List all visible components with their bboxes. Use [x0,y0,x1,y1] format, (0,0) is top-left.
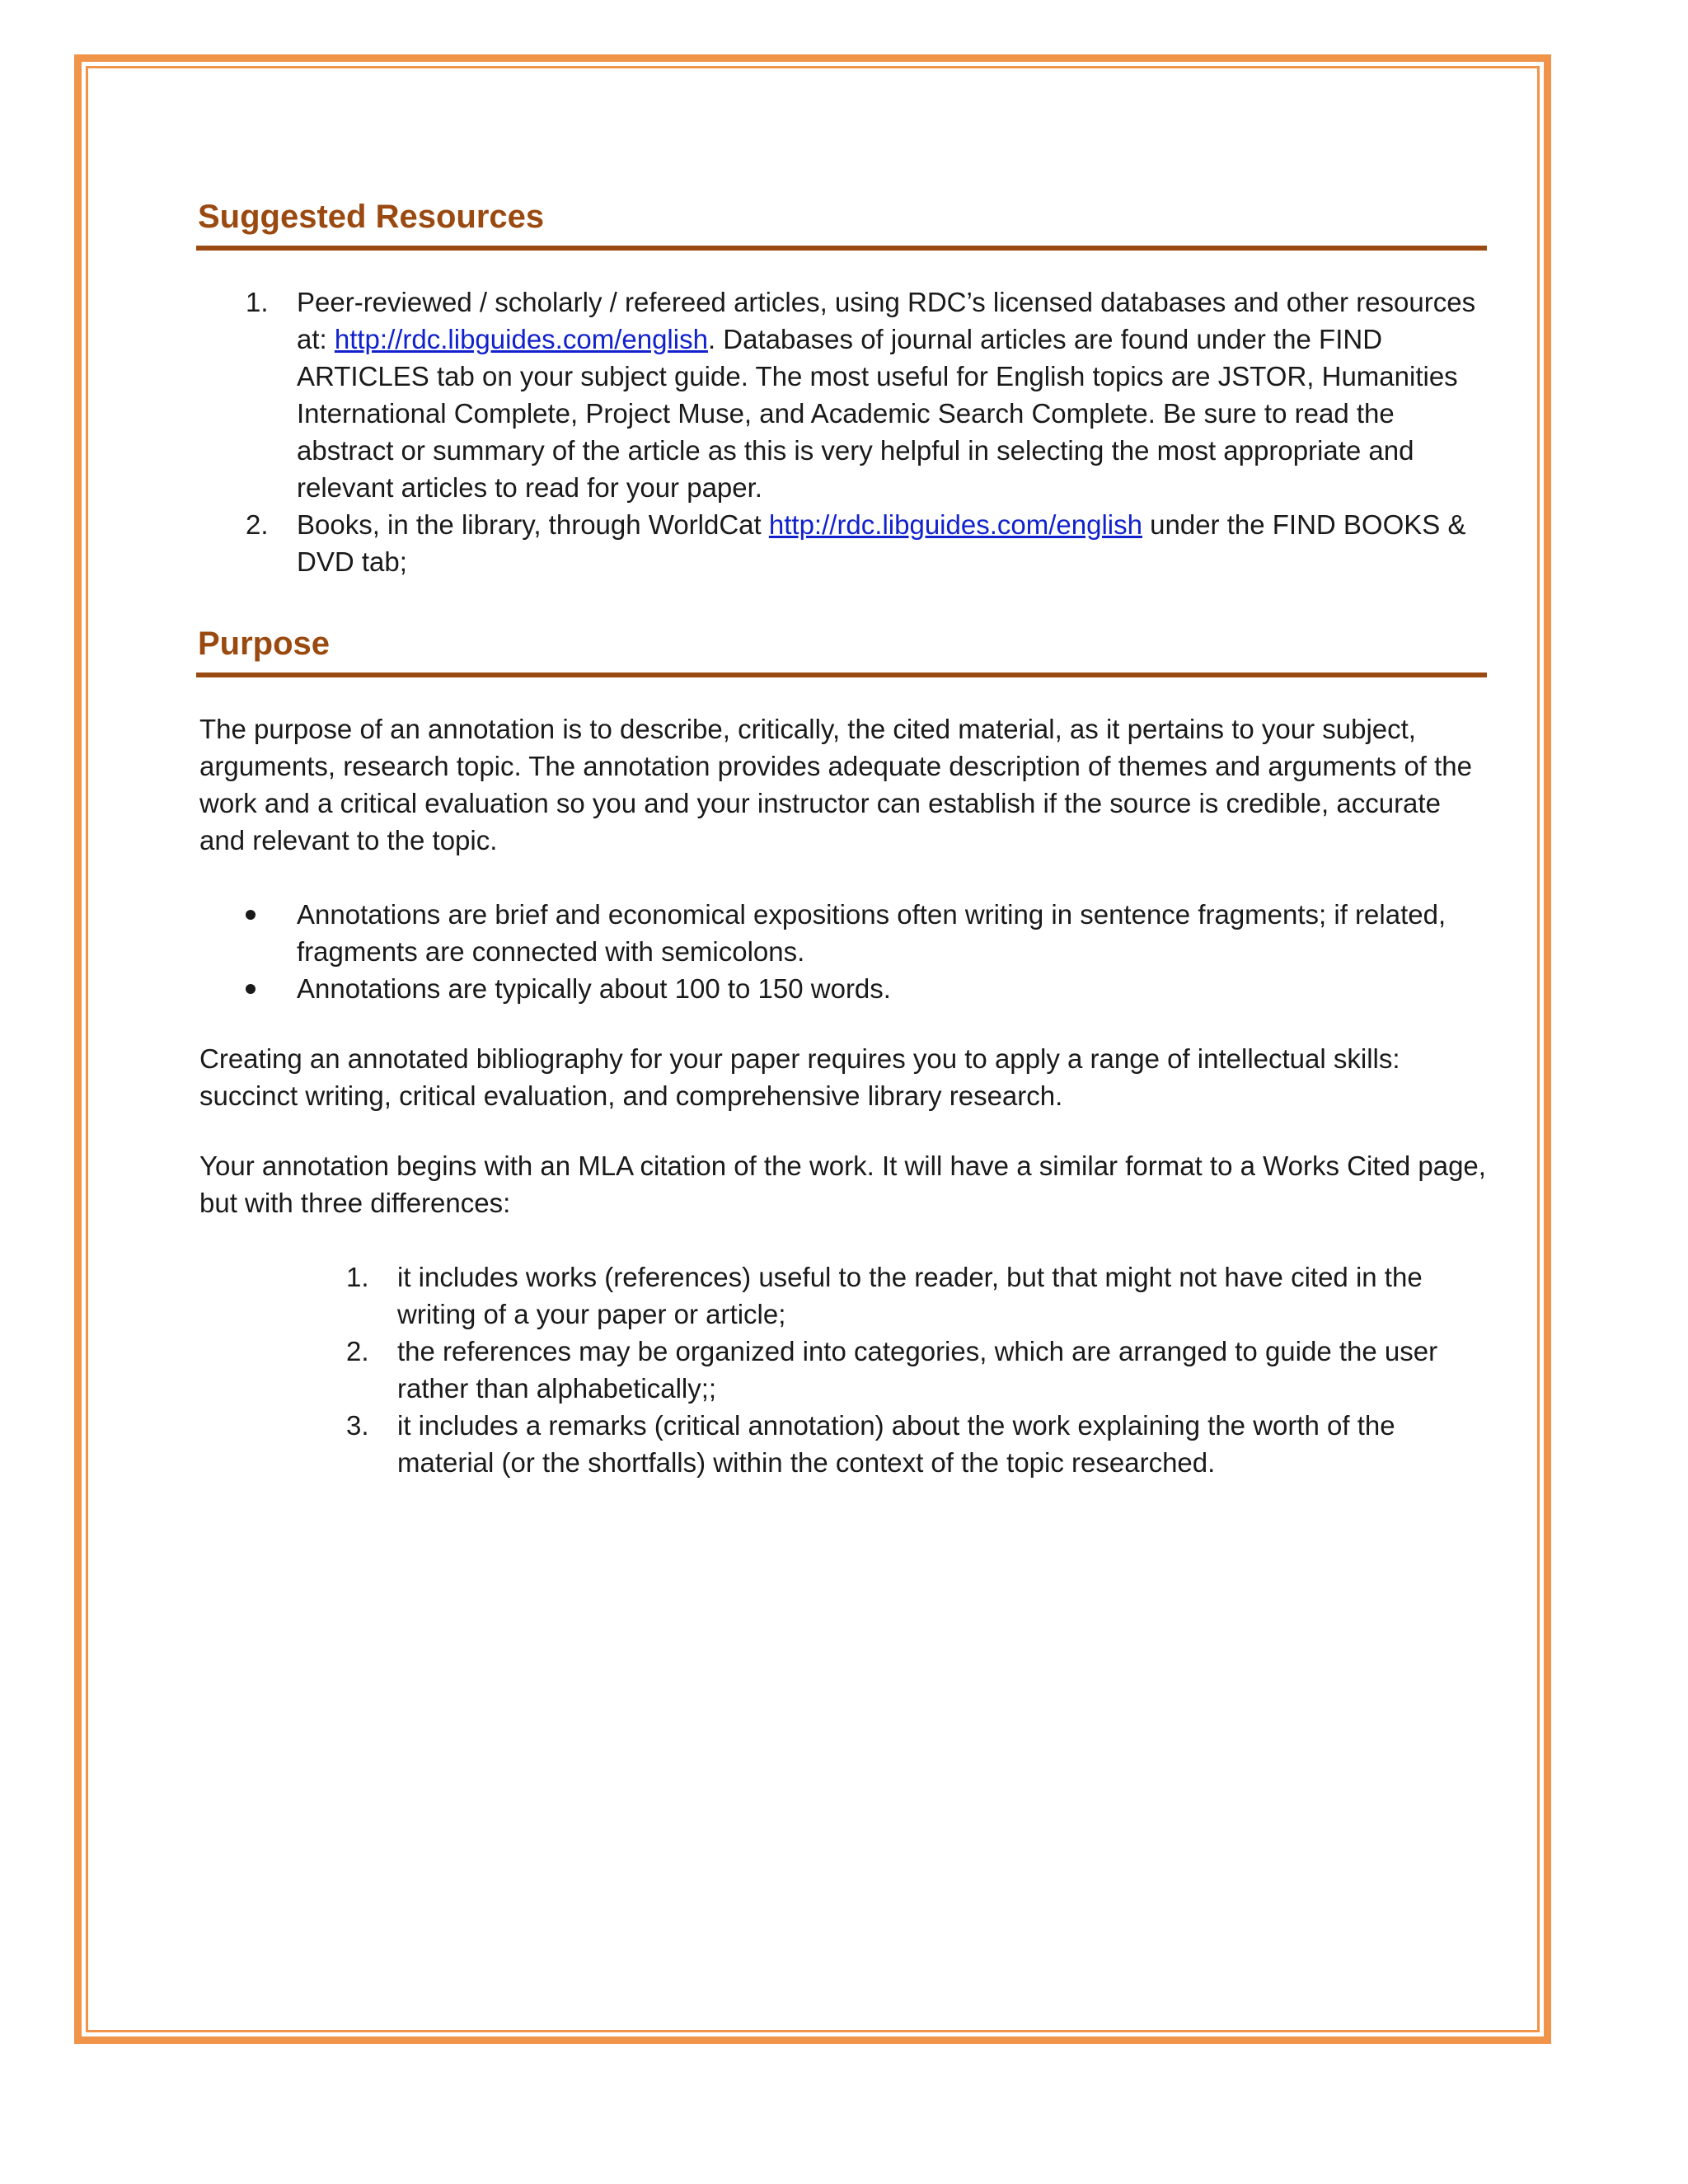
differences-list [196,1258,1487,1481]
list-item [196,970,1487,1007]
purpose-heading: Purpose [196,625,1487,677]
list-item-number: 1. [246,287,269,317]
list-item-text: Annotations are brief and economical expositions often writing in sentence fragments; if related, fragments are connected with semicolons. [297,899,1447,967]
list-item-text: it includes works (references) useful to the reader, but that might not have cited in the writing of a your paper or article; [397,1262,1423,1329]
list-item [196,1407,1487,1481]
list-item-text: Annotations are typically about 100 to 150 words. [297,973,891,1004]
suggested-resources-heading: Suggested Resources [196,198,1487,251]
purpose-section [196,625,1487,1481]
resources-list [196,284,1487,580]
libguides-link[interactable]: http://rdc.libguides.com/english [334,324,708,354]
libguides-link[interactable]: http://rdc.libguides.com/english [768,509,1142,540]
list-item [196,284,1487,506]
list-item [196,506,1487,580]
list-item-number: 1. [346,1262,369,1292]
list-item [196,1258,1487,1333]
list-item-number: 3. [346,1410,369,1441]
list-item-number: 2. [346,1336,369,1366]
bullet-icon [246,984,256,994]
suggested-resources-section [196,198,1487,580]
list-item-text: Peer-reviewed / scholarly / refereed articles, using RDC’s licensed databases and other resources at: [297,287,1476,354]
list-item-text: the references may be organized into categories, which are arranged to guide the user rather than alphabetically;; [397,1336,1438,1404]
purpose-intro-paragraph: The purpose of an annotation is to describe, critically, the cited material, as it pertains to your subject, arguments, research topic. The annotation provides adequate description of themes and arguments of the work and a critical evaluation so you and your instructor can establish if the source is credible, accurate and relevant to the topic. [199,714,1473,855]
bullet-icon [246,910,256,920]
skills-paragraph: Creating an annotated bibliography for your paper requires you to apply a range of intellectual skills: succinct writing, critical evaluation, and comprehensive library research. [199,1043,1400,1111]
list-item [196,1333,1487,1407]
annotation-bullets [196,896,1487,1007]
list-item-number: 2. [246,509,269,540]
list-item-text: . Databases of journal articles are found under the FIND ARTICLES tab on your subject guide. The most useful for English topics are JSTOR, Humanities International Complete, Project Muse, and Academic Search Complete. Be sure to read the abstract or summary of the article as this is very helpful in selecting the most appropriate and relevant articles to read for your paper. [297,324,1458,503]
list-item [196,896,1487,970]
list-item-text: it includes a remarks (critical annotation) about the work explaining the worth of the material (or the shortfalls) within the context of the topic researched. [397,1410,1395,1478]
citation-paragraph: Your annotation begins with an MLA citation of the work. It will have a similar format to a Works Cited page, but with three differences: [199,1151,1486,1218]
list-item-text: Books, in the library, through WorldCat [297,509,769,540]
list-item-text: under the FIND BOOKS & DVD tab; [297,509,1466,577]
document-body [196,198,1487,1481]
